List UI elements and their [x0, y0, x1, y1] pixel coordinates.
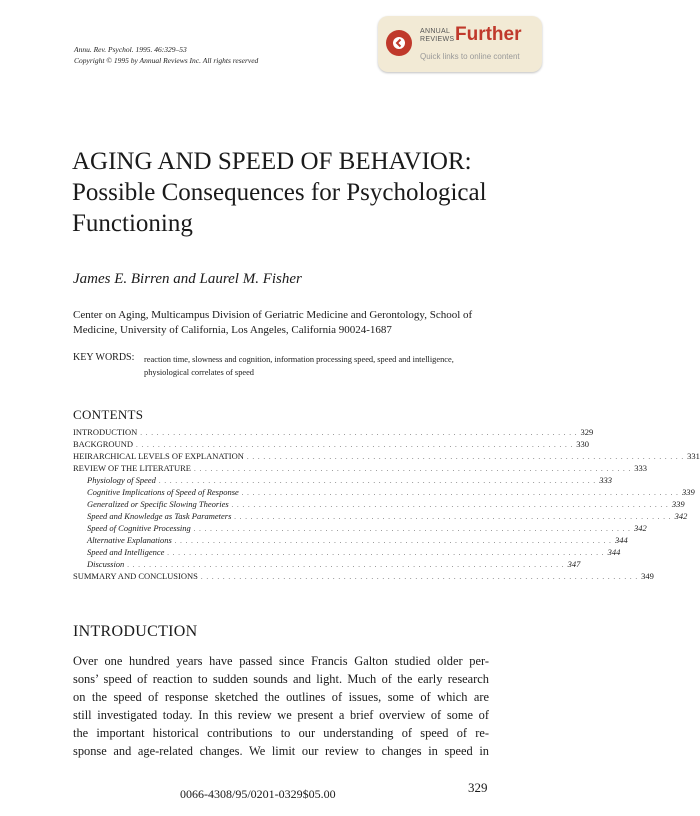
toc-entry[interactable]	[73, 570, 654, 582]
toc-entry-label: Speed and Intelligence	[87, 547, 165, 557]
toc-entry-page: 333	[634, 463, 647, 473]
introduction-line: sponse and age-related changes. We limit our review to changes in speed in	[73, 744, 489, 758]
toc-entry[interactable]	[73, 546, 621, 558]
toc-entry-page: 333	[599, 475, 612, 485]
introduction-line: the important historical contributions to our understanding of speed of re-	[73, 726, 489, 740]
toc-entry[interactable]	[73, 426, 594, 438]
chevron-left-icon	[386, 30, 412, 56]
introduction-line: still investigated today. In this review we present a brief overview of some of	[73, 708, 489, 722]
article-authors: James E. Birren and Laurel M. Fisher	[73, 271, 302, 287]
toc-entry[interactable]	[73, 510, 688, 522]
toc-dot-leader: . . . . . . . . . . . . . . . . . . . . . . . . . . . . . . . . . . . . . . . . . . . . . . . . . . . . . . . . . . . . . . . . . . . . . . . . . . . . . . . .	[140, 429, 578, 437]
toc-entry-label: REVIEW OF THE LITERATURE	[73, 463, 191, 473]
toc-entry-page: 331	[687, 451, 700, 461]
title-line-1: AGING AND SPEED OF BEHAVIOR:	[72, 148, 472, 175]
toc-entry-label: INTRODUCTION	[73, 427, 138, 437]
toc-entry-label: Speed and Knowledge as Task Parameters	[87, 511, 232, 521]
article-title	[72, 146, 512, 239]
toc-dot-leader: . . . . . . . . . . . . . . . . . . . . . . . . . . . . . . . . . . . . . . . . . . . . . . . . . . . . . . . . . . . . . . . . . . . . . . . . . . . . . . . .	[200, 573, 639, 581]
toc-entry[interactable]	[73, 462, 647, 474]
toc-entry-page: 342	[674, 511, 688, 521]
page-number: 329	[468, 780, 488, 795]
toc-entry[interactable]	[73, 486, 695, 498]
introduction-line: sons’ speed of reaction to sudden sounds and light. Much of the early research	[73, 672, 489, 686]
toc-dot-leader: . . . . . . . . . . . . . . . . . . . . . . . . . . . . . . . . . . . . . . . . . . . . . . . . . . . . . . . . . . . . . . . . . . . . . . . . . . . . . . . .	[234, 513, 672, 521]
table-of-contents	[73, 426, 700, 582]
toc-entry-label: SUMMARY AND CONCLUSIONS	[73, 571, 198, 581]
toc-entry-page: 349	[641, 571, 654, 581]
author-affiliation: Center on Aging, Multicampus Division of Geriatric Medicine and Gerontology, School of Medicine, University of California, Los Angeles, California 90024-1687	[73, 309, 473, 336]
contents-heading: CONTENTS	[73, 407, 144, 422]
annual-reviews-further-badge[interactable]	[378, 16, 542, 72]
keywords-text: reaction time, slowness and cognition, information processing speed, speed and intelligence, physiological correlates of speed	[144, 355, 454, 377]
toc-dot-leader: . . . . . . . . . . . . . . . . . . . . . . . . . . . . . . . . . . . . . . . . . . . . . . . . . . . . . . . . . . . . . . . . . . . . . . . . . . . . . . . .	[241, 489, 680, 497]
toc-dot-leader: . . . . . . . . . . . . . . . . . . . . . . . . . . . . . . . . . . . . . . . . . . . . . . . . . . . . . . . . . . . . . . . . . . . . . . . . . . . . . . . .	[158, 477, 597, 485]
toc-entry[interactable]	[73, 558, 581, 570]
toc-entry-page: 339	[671, 499, 685, 509]
toc-entry-page: 330	[576, 439, 589, 449]
toc-dot-leader: . . . . . . . . . . . . . . . . . . . . . . . . . . . . . . . . . . . . . . . . . . . . . . . . . . . . . . . . . . . . . . . . . . . . . . . . . . . . . . . .	[174, 537, 612, 545]
toc-entry-page: 347	[567, 559, 581, 569]
toc-dot-leader: . . . . . . . . . . . . . . . . . . . . . . . . . . . . . . . . . . . . . . . . . . . . . . . . . . . . . . . . . . . . . . . . . . . . . . . . . . . . . . . .	[135, 441, 574, 449]
toc-entry-label: Discussion	[87, 559, 125, 569]
introduction-line: Over one hundred years have passed since Francis Galton studied older per-	[73, 654, 489, 668]
toc-entry-label: Cognitive Implications of Speed of Response	[87, 487, 239, 497]
toc-dot-leader: . . . . . . . . . . . . . . . . . . . . . . . . . . . . . . . . . . . . . . . . . . . . . . . . . . . . . . . . . . . . . . . . . . . . . . . . . . . . . . . .	[193, 465, 632, 473]
keywords-label: KEY WORDS:	[73, 352, 135, 363]
introduction-heading: INTRODUCTION	[73, 623, 198, 640]
toc-entry[interactable]	[73, 450, 700, 462]
copyright-notice: Copyright © 1995 by Annual Reviews Inc. All rights reserved	[74, 56, 259, 65]
toc-dot-leader: . . . . . . . . . . . . . . . . . . . . . . . . . . . . . . . . . . . . . . . . . . . . . . . . . . . . . . . . . . . . . . . . . . . . . . . . . . . . . . . .	[127, 561, 565, 569]
toc-entry-page: 329	[580, 427, 594, 437]
badge-reviews-label: REVIEWS	[420, 36, 455, 43]
toc-entry-label: Speed of Cognitive Processing	[87, 523, 191, 533]
toc-entry-label: Physiology of Speed	[87, 475, 156, 485]
journal-citation: Annu. Rev. Psychol. 1995. 46:329–53	[74, 45, 187, 54]
toc-entry-label: BACKGROUND	[73, 439, 133, 449]
introduction-body	[73, 652, 489, 760]
article-code: 0066-4308/95/0201-0329$05.00	[180, 787, 336, 801]
badge-quick-links-label: Quick links to online content	[420, 52, 520, 61]
badge-further-label: Further	[455, 24, 522, 45]
title-line-2: Possible Consequences for Psychological	[72, 179, 487, 206]
toc-entry-label: Alternative Explanations	[87, 535, 172, 545]
toc-dot-leader: . . . . . . . . . . . . . . . . . . . . . . . . . . . . . . . . . . . . . . . . . . . . . . . . . . . . . . . . . . . . . . . . . . . . . . . . . . . . . . . .	[167, 549, 605, 557]
toc-entry[interactable]	[73, 438, 589, 450]
toc-entry-page: 344	[615, 535, 628, 545]
toc-entry[interactable]	[73, 498, 685, 510]
toc-dot-leader: . . . . . . . . . . . . . . . . . . . . . . . . . . . . . . . . . . . . . . . . . . . . . . . . . . . . . . . . . . . . . . . . . . . . . . . . . . . . . . . .	[246, 453, 685, 461]
introduction-line: on the speed of response sketched the outlines of issues, some of which are	[73, 690, 489, 704]
toc-entry-page: 344	[607, 547, 621, 557]
toc-entry-page: 342	[634, 523, 647, 533]
toc-entry[interactable]	[73, 474, 612, 486]
toc-entry-label: HEIRARCHICAL LEVELS OF EXPLANATION	[73, 451, 244, 461]
toc-dot-leader: . . . . . . . . . . . . . . . . . . . . . . . . . . . . . . . . . . . . . . . . . . . . . . . . . . . . . . . . . . . . . . . . . . . . . . . . . . . . . . . .	[231, 501, 669, 509]
toc-entry[interactable]	[73, 534, 628, 546]
toc-entry[interactable]	[73, 522, 647, 534]
badge-annual-label: ANNUAL	[420, 28, 451, 35]
toc-entry-page: 339	[682, 487, 695, 497]
toc-entry-label: Generalized or Specific Slowing Theories	[87, 499, 229, 509]
title-line-3: Functioning	[72, 210, 193, 237]
toc-dot-leader: . . . . . . . . . . . . . . . . . . . . . . . . . . . . . . . . . . . . . . . . . . . . . . . . . . . . . . . . . . . . . . . . . . . . . . . . . . . . . . . .	[193, 525, 632, 533]
journal-header	[74, 44, 258, 66]
